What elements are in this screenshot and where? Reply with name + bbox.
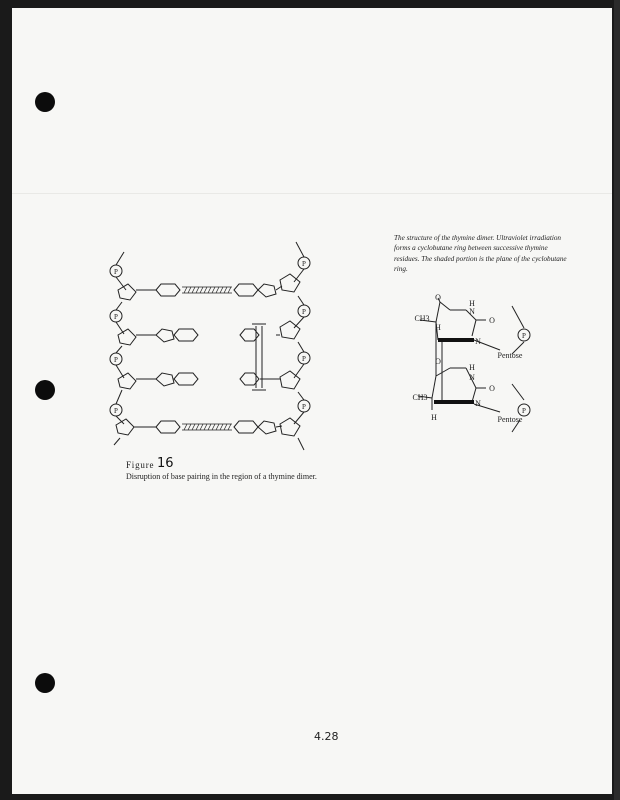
dna-strand-diagram — [104, 240, 324, 455]
fold-line — [12, 193, 612, 194]
oxygen-label: O — [435, 357, 441, 366]
cyclobutane-shade-bottom — [434, 400, 474, 404]
nitrogen-label: N — [469, 307, 475, 316]
methyl-label: CH3 — [412, 393, 428, 402]
dimer-caption: The structure of the thymine dimer. Ultraviolet irradiation forms a cyclobutane ring between successive thymine residues. The shaded portion is the plane of the cyclobutane ring. — [394, 234, 567, 274]
phosphate-label: P — [302, 308, 306, 316]
cyclobutane-shade-top — [438, 338, 474, 342]
pentose-label: Pentose — [497, 415, 523, 424]
phosphate-label: P — [114, 407, 118, 415]
methyl-label: CH3 — [414, 314, 430, 323]
page-edge — [614, 0, 620, 800]
phosphate-label: P — [302, 355, 306, 363]
hydrogen-label: H — [431, 413, 437, 422]
phosphate-label: P — [114, 356, 118, 364]
oxygen-label: O — [489, 316, 495, 325]
hydrogen-label: H — [469, 299, 475, 308]
nitrogen-label: N — [469, 373, 475, 382]
thymine-dimer-structure — [402, 292, 532, 442]
figure-label: Figure — [126, 460, 155, 470]
punch-hole-bottom — [35, 673, 55, 693]
phosphate-label: P — [114, 313, 118, 321]
hydrogen-label: H — [469, 363, 475, 372]
phosphate-label: P — [522, 332, 526, 340]
oxygen-label: O — [435, 293, 441, 302]
phosphate-label: P — [302, 260, 306, 268]
punch-hole-top — [35, 92, 55, 112]
nitrogen-label: N — [475, 399, 481, 408]
punch-hole-middle — [35, 380, 55, 400]
page-number: 4.28 — [314, 730, 339, 743]
figure-number: 16 — [157, 456, 174, 471]
figure-caption: Disruption of base pairing in the region of a thymine dimer. — [126, 472, 317, 481]
phosphate-label: P — [522, 407, 526, 415]
phosphate-label: P — [302, 403, 306, 411]
pentose-label: Pentose — [497, 351, 523, 360]
oxygen-label: O — [489, 384, 495, 393]
nitrogen-label: N — [475, 337, 481, 346]
phosphate-label: P — [114, 268, 118, 276]
hydrogen-label: H — [435, 323, 441, 332]
